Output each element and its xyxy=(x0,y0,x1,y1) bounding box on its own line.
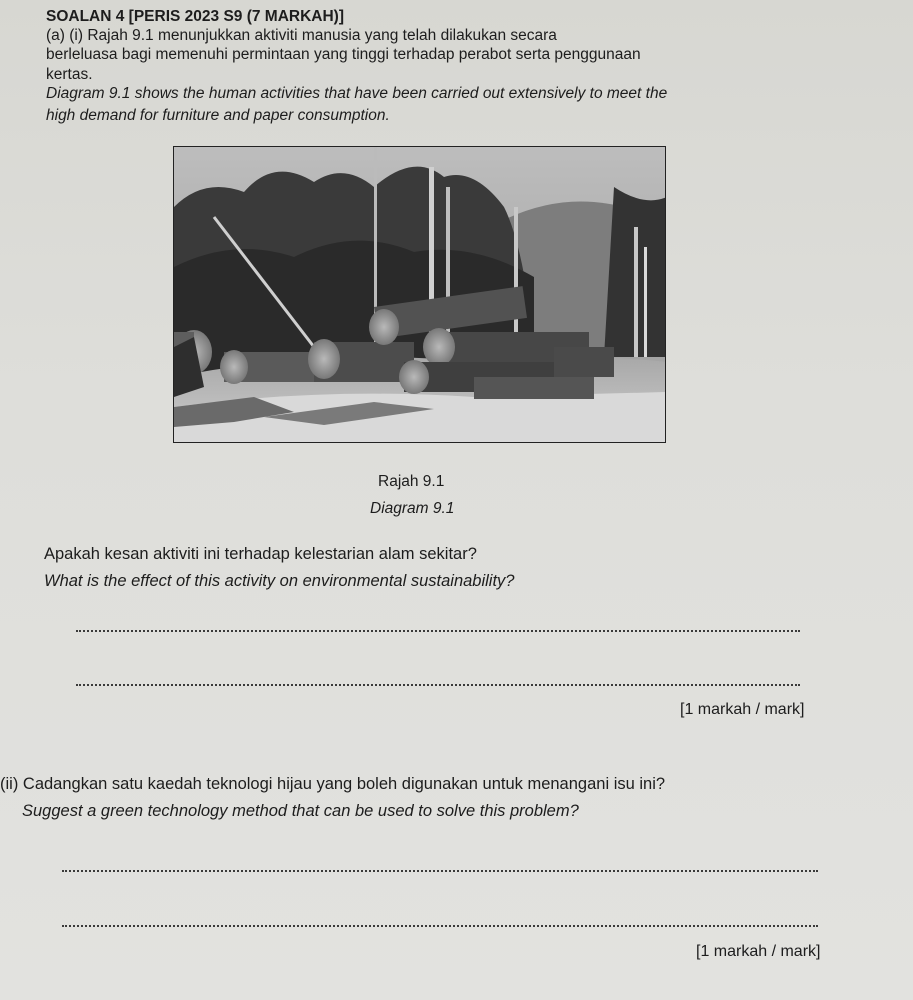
answer-line-i-2[interactable] xyxy=(76,684,800,686)
figure-caption-en: Diagram 9.1 xyxy=(370,500,455,517)
question-i-ms: Apakah kesan aktiviti ini terhadap kelestarian alam sekitar? xyxy=(44,545,477,563)
question-ii-ms: (ii) Cadangkan satu kaedah teknologi hijau yang boleh digunakan untuk menangani isu ini? xyxy=(0,775,666,793)
question-ii-marks: [1 markah / mark] xyxy=(696,943,821,960)
figure-caption-ms: Rajah 9.1 xyxy=(378,473,445,490)
part-a-text-ms-line2: berleluasa bagi memenuhi permintaan yang tinggi terhadap perabot serta penggunaan xyxy=(46,46,641,63)
part-a-text-en-line1: Diagram 9.1 shows the human activities that have been carried out extensively to meet the xyxy=(46,85,668,102)
logging-photo xyxy=(173,146,666,443)
part-a-text-ms-line3: kertas. xyxy=(46,66,93,83)
question-i-en: What is the effect of this activity on environmental sustainability? xyxy=(44,572,515,590)
answer-line-ii-2[interactable] xyxy=(62,925,818,927)
question-heading: SOALAN 4 [PERIS 2023 S9 (7 MARKAH)] xyxy=(46,8,345,25)
part-a-text-ms-line1: (a) (i) Rajah 9.1 menunjukkan aktiviti manusia yang telah dilakukan secara xyxy=(46,27,557,44)
question-ii-en: Suggest a green technology method that can be used to solve this problem? xyxy=(22,802,579,820)
answer-line-ii-1[interactable] xyxy=(62,870,818,872)
part-a-text-en-line2: high demand for furniture and paper consumption. xyxy=(46,107,390,124)
answer-line-i-1[interactable] xyxy=(76,630,800,632)
question-i-marks: [1 markah / mark] xyxy=(680,701,805,718)
